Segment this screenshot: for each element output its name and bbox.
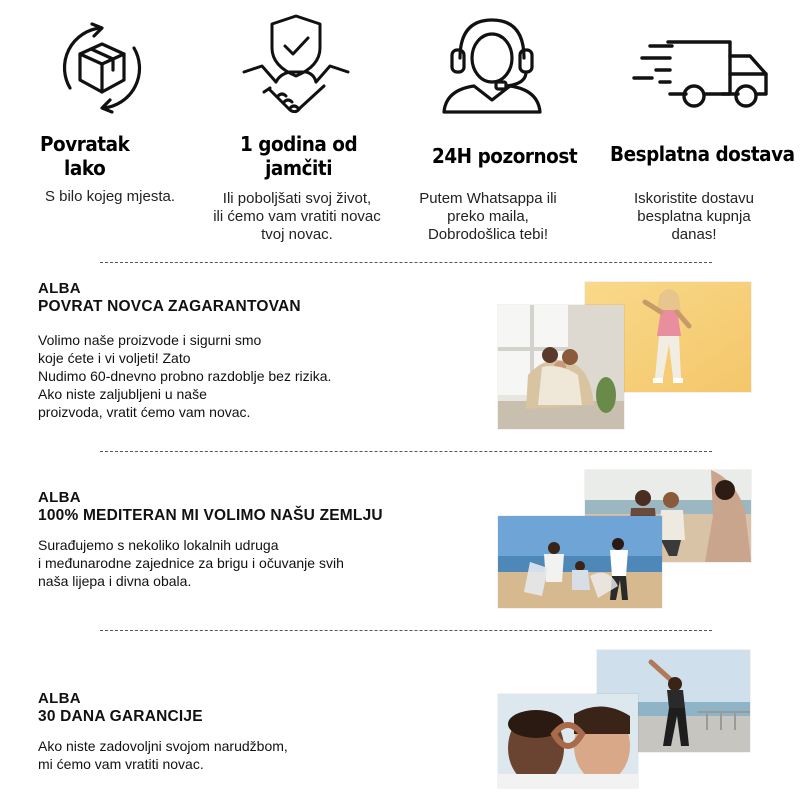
dashed-divider	[100, 262, 712, 263]
box-return-icon	[52, 22, 152, 119]
section-brand: ALBA	[38, 690, 81, 707]
section-title: 30 DANA GARANCIJE	[38, 708, 203, 725]
feature-description: Putem Whatsappa ili preko maila, Dobrodošlica tebi!	[419, 190, 557, 243]
dashed-divider	[100, 451, 712, 452]
dashed-divider	[100, 630, 712, 631]
feature-title: Povratak lako	[40, 132, 130, 180]
photo-family-window	[498, 305, 624, 429]
feature-description: Iskoristite dostavu besplatna kupnja danas!	[633, 190, 755, 243]
section-title: POVRAT NOVCA ZAGARANTOVAN	[38, 298, 301, 315]
feature-description: Ili poboljšati svoj život, ili ćemo vam vratiti novac tvoj novac.	[213, 190, 381, 243]
section-body: Ako niste zadovoljni svojom narudžbom, mi ćemo vam vratiti novac.	[38, 738, 288, 772]
section-title: 100% MEDITERAN MI VOLIMO NAŠU ZEMLJU	[38, 507, 383, 524]
headset-support-icon	[440, 14, 544, 119]
feature-title: 24H pozornost	[432, 144, 578, 168]
feature-title: 1 godina od jamčiti	[240, 132, 358, 180]
section-brand: ALBA	[38, 489, 81, 506]
feature-description: S bilo kojeg mjesta.	[44, 188, 176, 205]
feature-title: Besplatna dostava	[610, 142, 795, 166]
handshake-shield-icon	[240, 12, 352, 123]
section-body: Surađujemo s nekoliko lokalnih udruga i međunarodne zajednice za brigu i očuvanje svih naša lijepa i divna obala.	[38, 537, 344, 589]
section-brand: ALBA	[38, 280, 81, 297]
delivery-truck-icon	[630, 38, 770, 115]
photo-couple-heart-hands	[498, 694, 638, 788]
section-body: Volimo naše proizvode i sigurni smo koje ćete i vi voljeti! Zato Nudimo 60-dnevno probno razdoblje bez rizika. Ako niste zaljubljeni u naše proizvoda, vratit ćemo vam novac.	[38, 332, 332, 420]
photo-beach-cleanup	[498, 516, 662, 608]
